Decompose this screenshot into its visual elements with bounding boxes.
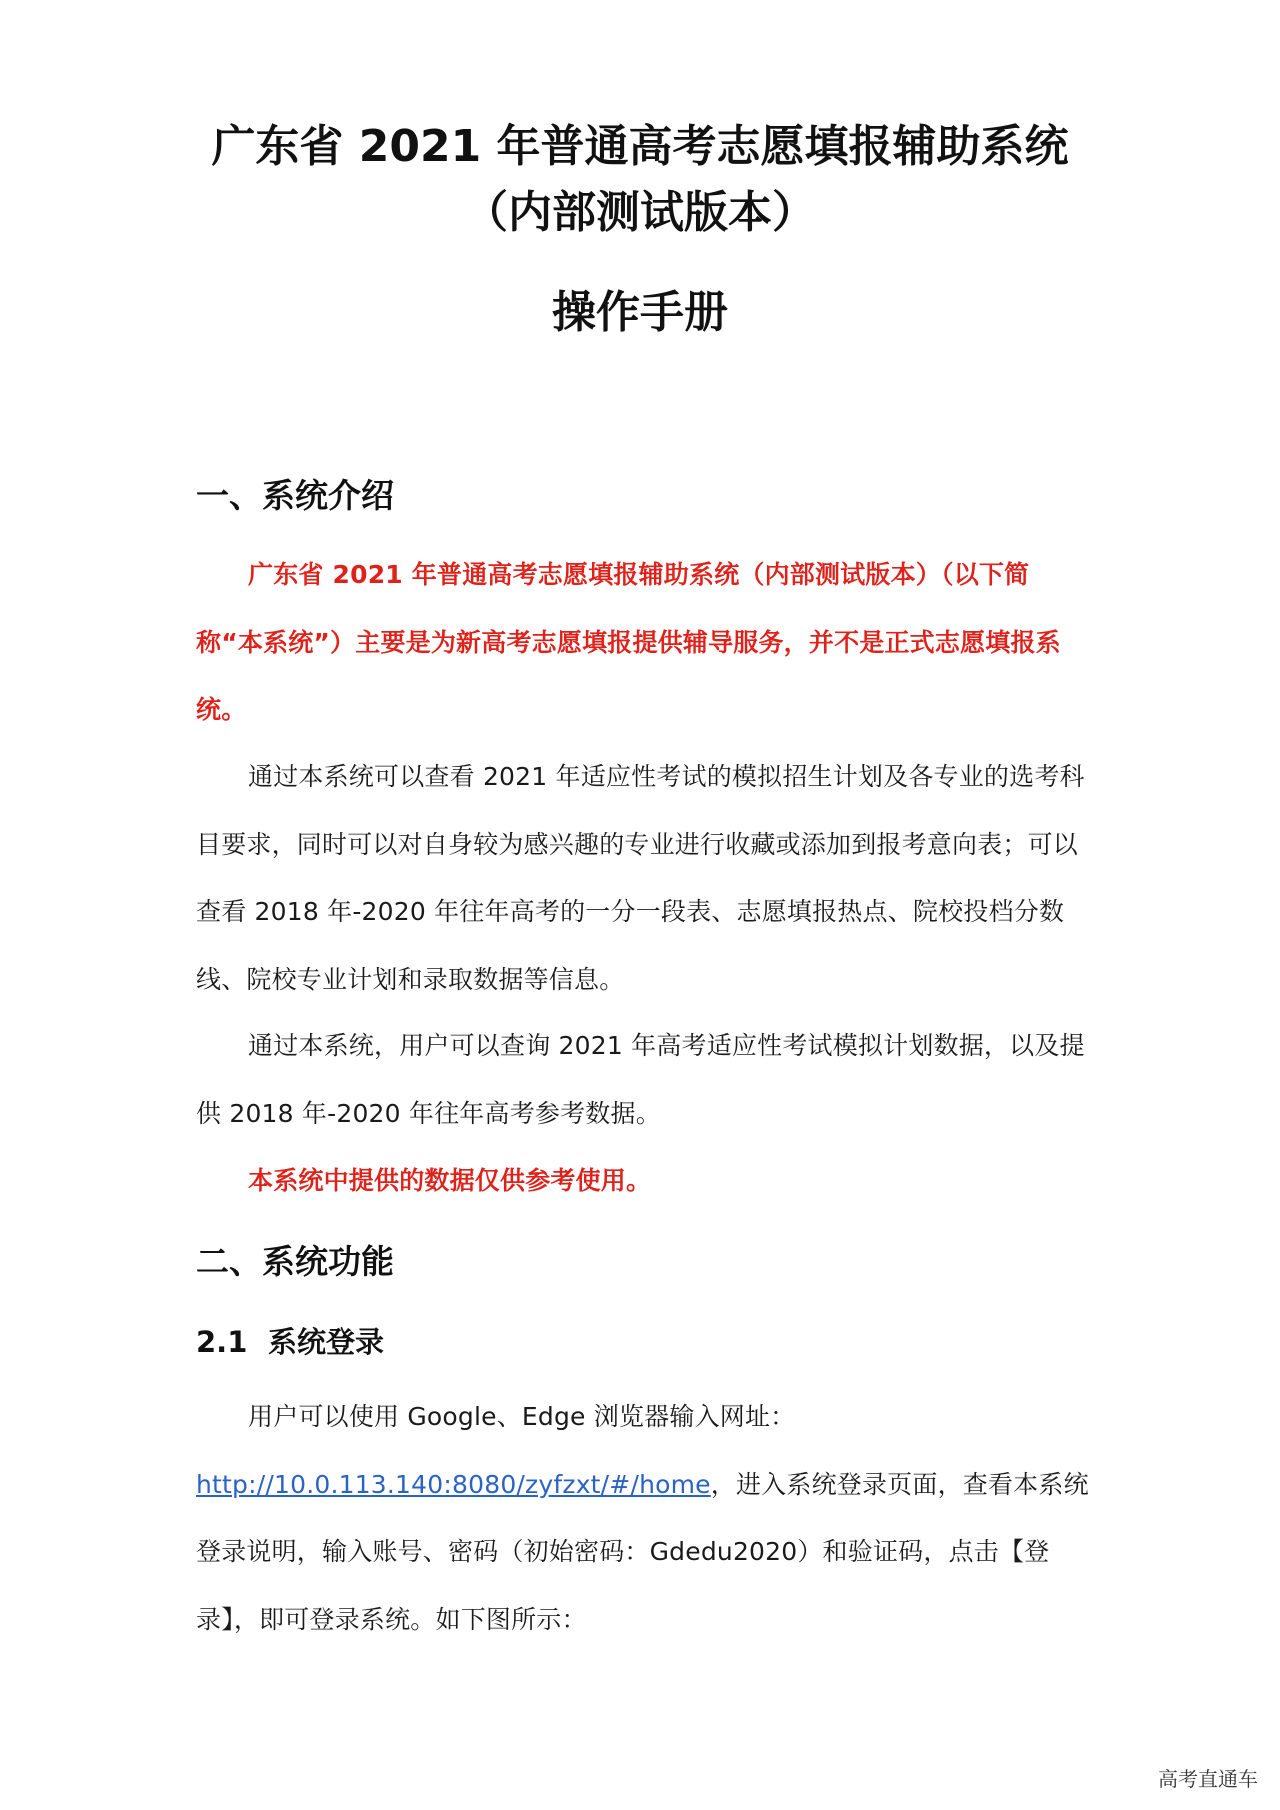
login-paragraph (196, 1383, 1096, 1653)
document-subtitle: （内部测试版本） (464, 187, 816, 238)
section-heading-intro: 一、系统介绍 (196, 476, 394, 515)
section-heading-functions: 二、系统功能 (196, 1242, 394, 1281)
user-paragraph: 通过本系统，用户可以查询 2021 年高考适应性考试模拟计划数据，以及提供 2018 年-2020 年往年高考参考数据。 (196, 1031, 1085, 1128)
intro-paragraph: 广东省 2021 年普通高考志愿填报辅助系统（内部测试版本）（以下简称“本系统”）主要是为新高考志愿填报提供辅导服务，并不是正式志愿填报系统。 (196, 560, 1061, 724)
document-title: 广东省 2021 年普通高考志愿填报辅助系统 (211, 121, 1069, 172)
disclaimer-paragraph: 本系统中提供的数据仅供参考使用。 (248, 1166, 652, 1195)
manual-title: 操作手册 (552, 287, 728, 338)
subsection-heading-login (196, 1322, 384, 1362)
login-text-prefix: 用户可以使用 Google、Edge 浏览器输入网址： (248, 1402, 796, 1431)
login-text-suffix: ，进入系统登录页面，查看本系统登录说明，输入账号、密码（初始密码：Gdedu2020）和验证码，点击【登录】，即可登录系统。如下图所示： (196, 1469, 1089, 1634)
watermark: 高考直通车 (1158, 1767, 1258, 1791)
features-paragraph: 通过本系统可以查看 2021 年适应性考试的模拟招生计划及各专业的选考科目要求，同时可以对自身较为感兴趣的专业进行收藏或添加到报考意向表；可以查看 2018 年-2020 年往年高考的一分一段表、志愿填报热点、院校投档分数线、院校专业计划和录取数据等信息。 (196, 762, 1085, 994)
subsection-number: 2.1 (196, 1325, 248, 1359)
system-url-link[interactable]: http://10.0.113.140:8080/zyfzxt/#/home (196, 1469, 711, 1499)
subsection-title: 系统登录 (268, 1325, 385, 1359)
